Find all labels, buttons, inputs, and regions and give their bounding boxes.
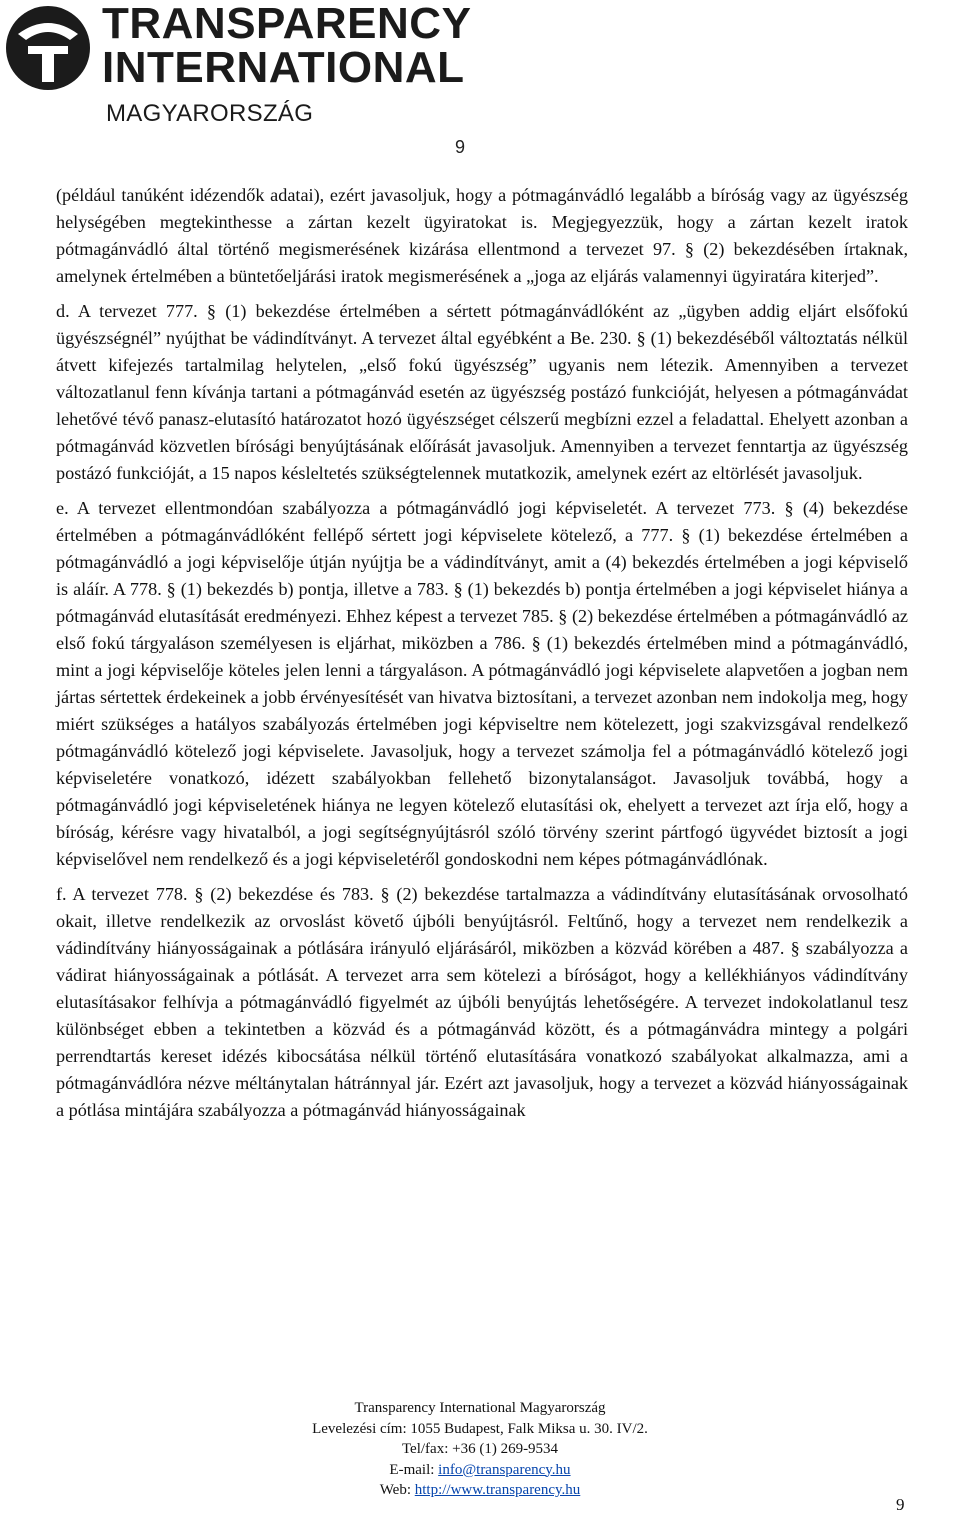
- transparency-logo-icon: [4, 4, 92, 92]
- footer-email-line: [0, 1460, 960, 1481]
- brand-line-2: INTERNATIONAL: [102, 43, 465, 92]
- footer-web-line: [0, 1480, 960, 1501]
- footer-address: Levelezési cím: 1055 Budapest, Falk Miksa u. 30. IV/2.: [312, 1420, 648, 1437]
- footer-org: Transparency International Magyarország: [354, 1400, 606, 1416]
- footer-page-number: 9: [896, 1495, 905, 1514]
- brand-name: [102, 2, 471, 90]
- paragraph: f. A tervezet 778. § (2) bekezdése és 783. § (2) bekezdése tartalmazza a vádindítvány elutasításának orvosolható okait, illetve rendelkezik az orvoslást követő újbóli benyújtásról. Feltűnő, hogy a tervezet nem rendelkezik a vádindítvány hiányosságainak a pótlására irányuló eljárásáról, miközben a közvád körében a 487. § szabályozza a vádirat hiányosságainak a pótlását. A tervezet arra sem kötelezi a bíróságot, hogy a kellékhiányos vádindítvány elutasításakor felhívja a pótmagánvádló figyelmét az újbóli benyújtás lehetőségére. A tervezet indokolatlanul tesz különbséget ebben a tekintetben a közvád és a pótmagánvád között, és a pótmagánvádra mintegy a polgári perrendtartás kereset idézés kibocsátása nélkül történő elutasítására vonatkozó szabályokat alkalmazza, ami a pótmagánvádlóra nézve méltánytalan hátránnyal jár. Ezért azt javasoljuk, hogy a tervezet a közvád hiányosságainak a pótlása mintájára szabályozza a pótmagánvád hiányosságainak: [56, 884, 908, 1120]
- brand-line-1: TRANSPARENCY: [102, 0, 472, 48]
- footer-phone: Tel/fax: +36 (1) 269-9534: [401, 1441, 559, 1457]
- footer-web-label: Web:: [379, 1482, 415, 1498]
- paragraph: e. A tervezet ellentmondóan szabályozza a pótmagánvádló jogi képviseletét. A tervezet 773. § (4) bekezdése értelmében a pótmagánvádlóként fellépő sértett jogi képviselete kötelező, a 777. § (1) bekezdése értelmében a pótmagánvádló a jogi képviselője útján nyújtja be a vádindítványt, amit a (4) bekezdés értelmében a jogi képviselő is aláír. A 778. § (1) bekezdés b) pontja, illetve a 783. § (1) bekezdés b) pontja értelmében a jogi képviselet hiánya a pótmagánvád elutasítását eredményezi. Ehhez képest a tervezet 785. § (2) bekezdése értelmében a pótmagánvádló az első fokú tárgyaláson személyesen is eljárhat, miközben a 786. § (1) bekezdés értelmében mind a pótmagánvádló, mint a jogi képviselője köteles jelen lenni a tárgyaláson. A pótmagánvádló jogi képviselete alapvetően a jogban nem jártas sértettek érdekeinek a jobb érvényesítését van hivatva biztosítani, a tervezet azonban nem indokolja meg, hogy miért szükséges a hatályos szabályozás értelmében jogi képviseltre nem kötelezett, jogi szakvizsgával rendelkező pótmagánvádló kötelező jogi képviselete. Javasoljuk, hogy a tervezet számolja fel a pótmagánvádló kötelező jogi képviseletére vonatkozó, idézett szabályokban fellehető bizonytalanságot. Javasoljuk továbbá, hogy a pótmagánvádló jogi képviseletének hiánya ne legyen kötelező elutasítási ok, ehelyett a tervezet azt írja elő, hogy a bíróság, kérésre vagy hivatalból, a jogi segítségnyújtásról szóló törvény szerint pártfogó ügyvédet biztosít a jogi képviselővel nem rendelkező és a jogi képviseletéről gondoskodni nem képes pótmagánvádlónak.: [56, 498, 908, 869]
- header-page-number: 9: [455, 137, 466, 157]
- footer-web-link[interactable]: http://www.transparency.hu: [414, 1482, 581, 1498]
- document-body: [56, 182, 908, 1132]
- footer-email-label: E-mail:: [389, 1461, 439, 1478]
- footer-email-link[interactable]: info@transparency.hu: [438, 1461, 571, 1478]
- brand-country: MAGYARORSZÁG: [106, 100, 314, 127]
- paragraph: (például tanúként idézendők adatai), ezért javasoljuk, hogy a pótmagánvádló legalább a bíróság vagy az ügyészség helységében megtekinthesse a zártan kezelt ügyiratokat is. Megjegyezzük, hogy a zártan kezelt iratok pótmagánvádló által történő megismerésének kizárása ellentmond a tervezet 97. § (2) bekezdésében írtaknak, amelynek értelmében a büntetőeljárási iratok megismerésének a „joga az eljárás valamennyi ügyiratára kiterjed”.: [56, 185, 908, 286]
- letterhead: [0, 0, 960, 135]
- footer: [0, 1398, 960, 1501]
- paragraph: d. A tervezet 777. § (1) bekezdése értelmében a sértett pótmagánvádlóként az „ügyben addig eljárt elsőfokú ügyészségnél” nyújthat be vádindítványt. A tervezet által egyébként a Be. 230. § (1) bekezdéséből változtatás nélkül átvett kifejezés tartalmilag helytelen, „első fokú ügyészség” ugyanis nem létezik. Amennyiben a tervezet változatlanul fenn kívánja tartani a pótmagánvád esetén az ügyészség postázó funkcióját, helyesen a pótmagánvádat lehetővé tévő panasz-elutasító határozatot hozó ügyészséget célszerű megbízni ezzel a feladattal. Ehelyett azonban a pótmagánvád közvetlen bírósági benyújtásának előírását javasoljuk. Amennyiben a tervezet fenntartja az ügyészség postázó funkcióját, a 15 napos késleltetés szükségtelennek mutatkozik, amelynek ezért az eltörlését javasoljuk.: [56, 301, 908, 483]
